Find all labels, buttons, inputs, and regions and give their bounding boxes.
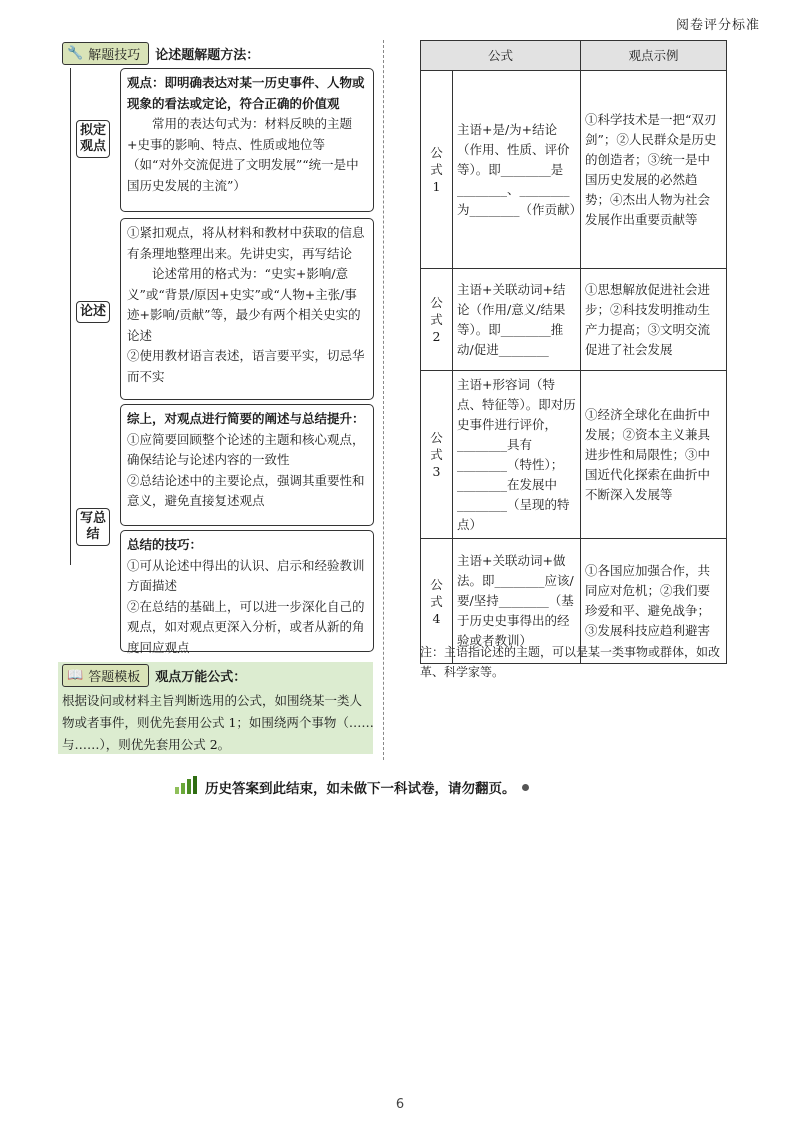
formula-text: 主语+是/为+结论（作用、性质、评价等）。即________是________、________为________（作贡献） [453, 71, 581, 269]
header-example: 观点示例 [581, 41, 727, 71]
formula-text: 主语+关联动词+做法。即________应该/要/坚持________（基于历史史事得出的经验或者教训） [453, 539, 581, 664]
label-xiezong-bottom: 结 [86, 527, 100, 542]
section-title-1: 论述题解题方法： [155, 48, 260, 63]
section-heading-2 [62, 664, 246, 687]
table-row [421, 71, 727, 269]
book-icon: 📖 [67, 668, 84, 683]
box4-line3: ②在总结的基础上，可以进一步深化自己的观点，如对观点更深入分析，或者从新的角度回应观点 [127, 598, 365, 655]
table-row [421, 371, 727, 539]
formula-text: 主语+形容词（特点、特征等）。即对历史事件进行评价，________具有________（特性）；________在发展中________（呈现的特点） [453, 371, 581, 539]
page-header-title: 阅卷评分标准 [675, 18, 760, 33]
tag-dati-label: 答题模板 [88, 670, 141, 685]
box-niding [120, 68, 374, 212]
label-lunshu-text: 论述 [79, 304, 106, 319]
formula-example: ①科学技术是一把“双刃剑”；②人民群众是历史的创造者；③统一是中国历史发展的必然趋势；④杰出人物为社会发展作出重要贡献等 [581, 71, 727, 269]
box2-line1: ①紧扣观点，将从材料和教材中获取的信息有条理地整理出来。先讲史实，再写结论 [127, 225, 365, 261]
end-line [175, 776, 529, 798]
label-xiezong [76, 508, 110, 546]
tag-dati [62, 664, 149, 687]
label-xiezong-top: 写总 [79, 511, 106, 526]
column-divider [383, 40, 384, 760]
box3-line2: ①应简要回顾整个论述的主题和核心观点，确保结论与论述内容的一致性 [127, 431, 365, 467]
box4-line1: 总结的技巧： [127, 537, 203, 552]
dot-icon [522, 784, 529, 791]
tag-jieti-label: 解题技巧 [88, 48, 141, 63]
label-niding [76, 120, 110, 158]
section-heading-1 [62, 42, 259, 65]
page-number: 6 [395, 1097, 405, 1112]
label-niding-top: 拟定 [79, 123, 106, 138]
box1-line2: 常用的表达句式为：材料反映的主题+史事的影响、特点、性质或地位等（如“对外交流促进了文明发展”“统一是中国历史发展的主流”） [127, 116, 359, 193]
table-row [421, 269, 727, 371]
box4-line2: ①可从论述中得出的认识、启示和经验教训方面描述 [127, 557, 365, 593]
box2-line3: ②使用教材语言表述，语言要平实，切忌华而不实 [127, 348, 365, 384]
box2-line2: 论述常用的格式为：“史实+影响/意义”或“背景/原因+史实”或“人物+主张/事迹+影响/贡献”等，最少有两个相关史实的论述 [127, 266, 361, 343]
formula-example: ①各国应加强合作，共同应对危机；②我们要珍爱和平、避免战争；③发展科技应趋利避害 [581, 539, 727, 664]
box3-line1: 综上，对观点进行简要的阐述与总结提升： [127, 411, 365, 426]
box-xiezong-2 [120, 530, 374, 655]
formula-name: 公 式 4 [421, 539, 453, 664]
label-lunshu [76, 301, 110, 323]
formula-name: 公 式 1 [421, 71, 453, 269]
wrench-icon: 🔧 [67, 46, 84, 61]
formula-example: ①思想解放促进社会进步；②科技发明推动生产力提高；③文明交流促进了社会发展 [581, 269, 727, 371]
formula-name: 公 式 2 [421, 269, 453, 371]
end-line-text: 历史答案到此结束，如未做下一科试卷，请勿翻页。 [205, 781, 516, 797]
formula-name: 公 式 3 [421, 371, 453, 539]
section-title-2: 观点万能公式： [155, 670, 247, 685]
table-header-row [421, 41, 727, 71]
box3-line3: ②总结论述中的主要论点，强调其重要性和意义，避免直接复述观点 [127, 472, 365, 508]
label-niding-bottom: 观点 [79, 139, 106, 154]
formula-text: 主语+关联动词+结论（作用/意义/结果等）。即________推动/促进________ [453, 269, 581, 371]
table-note: 注：主语指论述的主题，可以是某一类事物或群体，如改革、科学家等。 [420, 645, 721, 679]
template-tip-text: 根据设问或材料主旨判断选用的公式，如围绕某一类人物或者事件，则优先套用公式 1；如围绕两个事物（……与……），则优先套用公式 2。 [62, 693, 374, 752]
formula-example: ①经济全球化在曲折中发展；②资本主义兼具进步性和局限性；③中国近代化探索在曲折中不断深入发展等 [581, 371, 727, 539]
bar-chart-icon [175, 776, 199, 798]
formula-table [420, 40, 727, 664]
tag-jieti [62, 42, 149, 65]
header-formula: 公式 [421, 41, 581, 71]
box-lunshu [120, 218, 374, 400]
box1-line1: 观点：即明确表达对某一历史事件、人物或现象的看法或定论，符合正确的价值观 [127, 75, 365, 111]
box-xiezong-1 [120, 404, 374, 526]
